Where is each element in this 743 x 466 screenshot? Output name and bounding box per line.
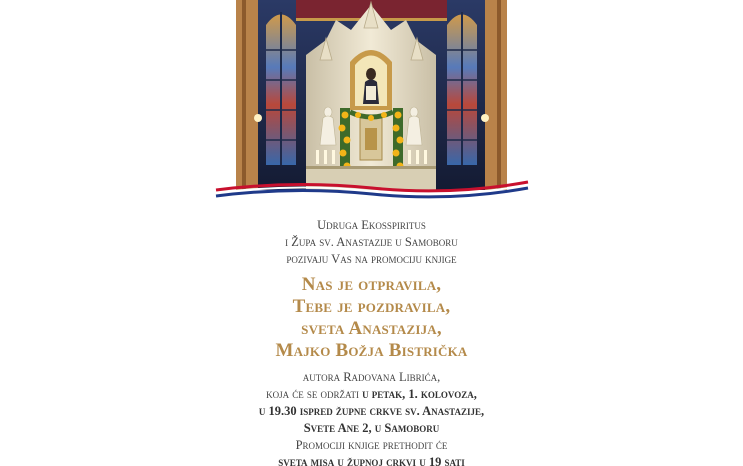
date-line — [171, 386, 572, 403]
book-title — [171, 274, 572, 362]
closing-line-2 — [171, 454, 572, 466]
invite-line: pozivaju Vas na promociju knjige — [286, 252, 457, 266]
event-address: Svete Ane 2, u Samoboru — [303, 421, 440, 435]
author-line: autora Radovana Librića, — [302, 370, 441, 384]
book-title-line-1: Nas je otpravila, — [301, 274, 442, 295]
altar-photo — [236, 0, 507, 190]
closing-line-1: Promociji knjige prethodit će — [295, 438, 448, 452]
co-organizer-line: i Župa sv. Anastazije u Samoboru — [285, 235, 458, 249]
book-title-line-2: Tebe je pozdravila, — [292, 296, 451, 317]
date-line-text: koja će se održati — [266, 387, 363, 401]
time-place-line — [171, 403, 572, 420]
organizer-line: Udruga Ekosspiritus — [317, 218, 426, 232]
closing-note — [171, 437, 572, 466]
address-line — [171, 420, 572, 437]
event-details — [171, 369, 572, 437]
event-time-place: u 19.30 ispred župne crkve sv. Anastazije, — [258, 404, 485, 418]
tricolour-ribbon — [214, 176, 530, 202]
mass-info: sveta misa u župnoj crkvi u 19 sati — [278, 455, 465, 466]
book-title-line-3: sveta Anastazija, — [301, 318, 442, 339]
invitation-intro — [171, 217, 572, 268]
event-date: u petak, 1. kolovoza, — [362, 387, 477, 401]
book-title-line-4: Majko Božja Bistrička — [275, 340, 468, 361]
